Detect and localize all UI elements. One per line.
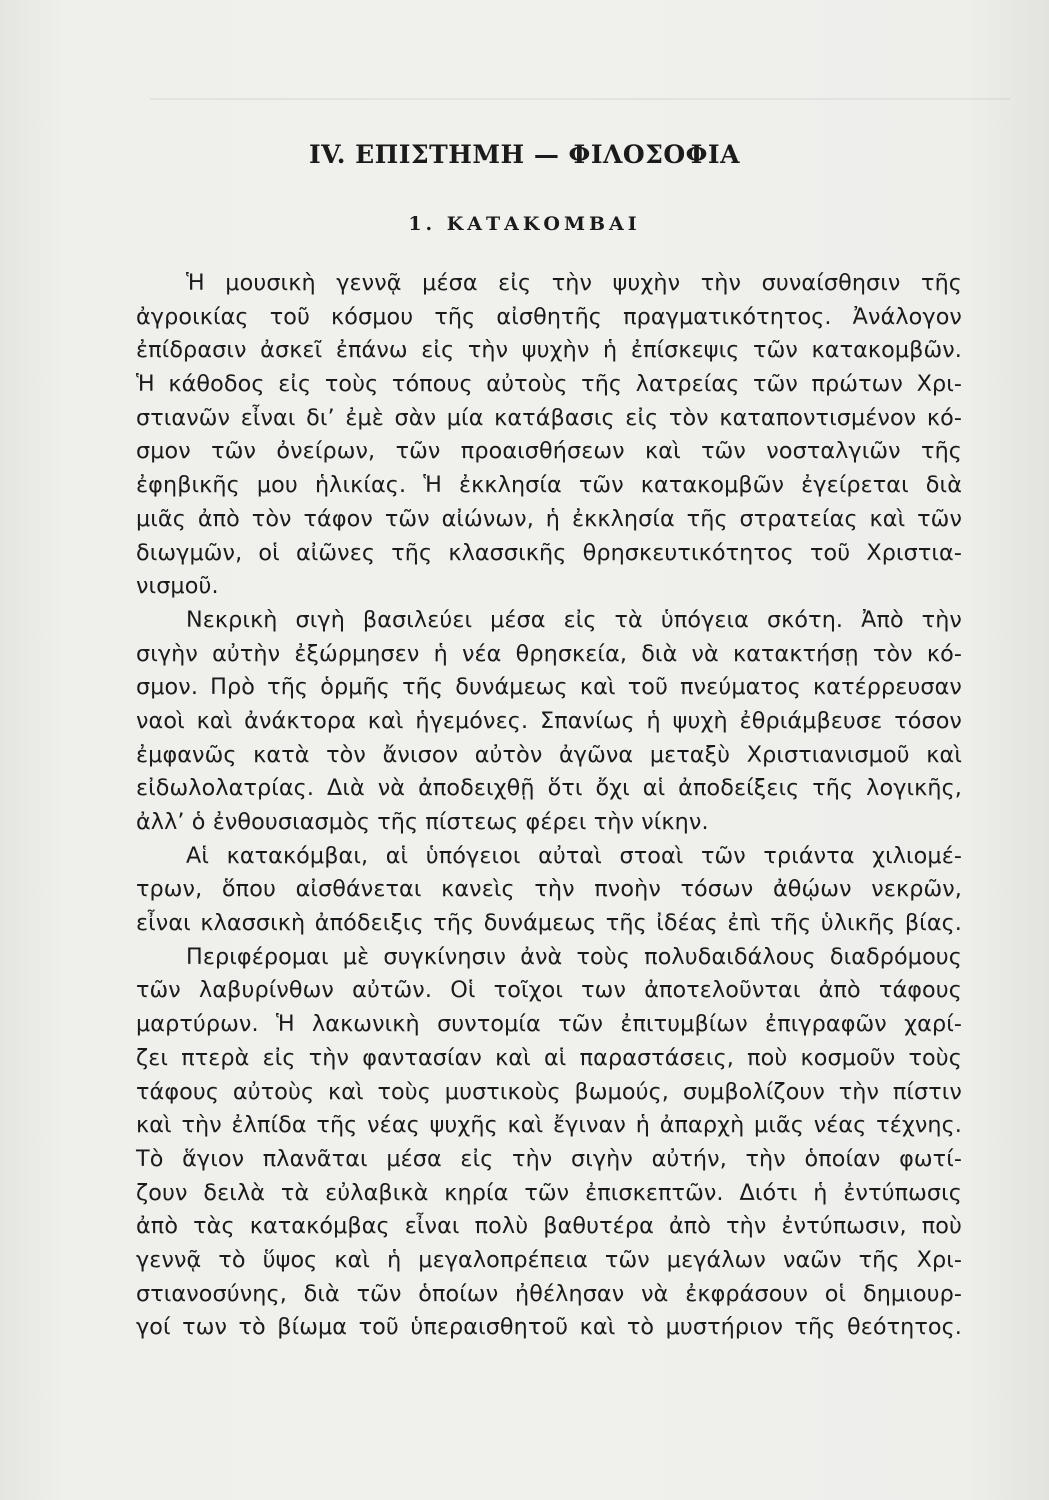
- text-line: ζει πτερὰ εἰς τὴν φαντασίαν καὶ αἱ παραστάσεις, ποὺ κοσμοῦν τοὺς: [136, 1044, 962, 1071]
- text-line: σμον τῶν ὀνείρων, τῶν προαισθήσεων καὶ τῶν νοσταλγιῶν τῆς: [136, 438, 962, 465]
- section-title: 1. ΚΑΤΑΚΟΜΒΑΙ: [408, 213, 641, 235]
- text-line: μιᾶς ἀπὸ τὸν τάφον τῶν αἰώνων, ἡ ἐκκλησία τῆς στρατείας καὶ τῶν: [136, 505, 962, 532]
- text-line: Αἱ κατακόμβαι, αἱ ὑπόγειοι αὐταὶ στοαὶ τῶν τριάντα χιλιομέ-: [186, 842, 962, 869]
- text-line: καὶ τὴν ἐλπίδα τῆς νέας ψυχῆς καὶ ἔγιναν ἡ ἀπαρχὴ μιᾶς νέας τέχνης.: [136, 1112, 962, 1139]
- text-line: στιανοσύνης, διὰ τῶν ὁποίων ἠθέλησαν νὰ ἐκφράσουν οἱ δημιουρ-: [136, 1280, 962, 1307]
- body-text: [136, 267, 962, 1345]
- text-line: τρων, ὅπου αἰσθάνεται κανεὶς τὴν πνοὴν τόσων ἀθῴων νεκρῶν,: [136, 876, 962, 903]
- text-line: ζουν δειλὰ τὰ εὐλαβικὰ κηρία τῶν ἐπισκεπτῶν. Διότι ἡ ἐντύπωσις: [136, 1179, 962, 1206]
- text-line: διωγμῶν, οἱ αἰῶνες τῆς κλασσικῆς θρησκευτικότητος τοῦ Χριστια-: [136, 539, 962, 566]
- text-line: Περιφέρομαι μὲ συγκίνησιν ἀνὰ τοὺς πολυδαιδάλους διαδρόμους: [186, 943, 962, 970]
- text-line: νισμοῦ.: [136, 573, 219, 600]
- chapter-title: IV. ΕΠΙΣΤΗΜΗ — ΦΙΛΟΣΟΦΙΑ: [308, 140, 741, 169]
- text-line: γοί των τὸ βίωμα τοῦ ὑπεραισθητοῦ καὶ τὸ μυστήριον τῆς θεότητος.: [136, 1314, 962, 1341]
- text-line: ἀγροικίας τοῦ κόσμου τῆς αἰσθητῆς πραγματικότητος. Ἀνάλογον: [136, 303, 962, 330]
- text-line: εἰδωλολατρίας. Διὰ νὰ ἀποδειχθῇ ὅτι ὄχι αἱ ἀποδείξεις τῆς λογικῆς,: [136, 775, 962, 802]
- text-line: Ἡ μουσικὴ γεννᾷ μέσα εἰς τὴν ψυχὴν τὴν συναίσθησιν τῆς: [186, 270, 962, 296]
- text-line: ἀλλ’ ὁ ἐνθουσιασμὸς τῆς πίστεως φέρει τὴν νίκην.: [136, 809, 709, 835]
- text-line: ἐφηβικῆς μου ἡλικίας. Ἡ ἐκκλησία τῶν κατακομβῶν ἐγείρεται διὰ: [136, 472, 962, 499]
- text-line: γεννᾷ τὸ ὕψος καὶ ἡ μεγαλοπρέπεια τῶν μεγάλων ναῶν τῆς Χρι-: [136, 1246, 962, 1273]
- text-line: εἶναι κλασσικὴ ἀπόδειξις τῆς δυνάμεως τῆς ἰδέας ἐπὶ τῆς ὑλικῆς βίας.: [136, 910, 962, 937]
- text-line: ναοὶ καὶ ἀνάκτορα καὶ ἡγεμόνες. Σπανίως ἡ ψυχὴ ἐθριάμβευσε τόσον: [136, 707, 962, 734]
- text-line: ἐπίδρασιν ἀσκεῖ ἐπάνω εἰς τὴν ψυχὴν ἡ ἐπίσκεψις τῶν κατακομβῶν.: [136, 337, 962, 364]
- text-line: ἀπὸ τὰς κατακόμβας εἶναι πολὺ βαθυτέρα ἀπὸ τὴν ἐντύπωσιν, ποὺ: [136, 1213, 962, 1240]
- text-line: Ἡ κάθοδος εἰς τοὺς τόπους αὐτοὺς τῆς λατρείας τῶν πρώτων Χρι-: [136, 371, 962, 398]
- text-line: Νεκρικὴ σιγὴ βασιλεύει μέσα εἰς τὰ ὑπόγεια σκότη. Ἀπὸ τὴν: [186, 606, 962, 633]
- text-line: ἐμφανῶς κατὰ τὸν ἄνισον αὐτὸν ἀγῶνα μεταξὺ Χριστιανισμοῦ καὶ: [136, 741, 962, 768]
- text-line: στιανῶν εἶναι δι’ ἐμὲ σὰν μία κατάβασις εἰς τὸν καταποντισμένον κό-: [136, 404, 962, 431]
- text-line: τῶν λαβυρίνθων αὐτῶν. Οἱ τοῖχοι των ἀποτελοῦνται ἀπὸ τάφους: [136, 977, 962, 1004]
- text-line: τάφους αὐτοὺς καὶ τοὺς μυστικοὺς βωμούς, συμβολίζουν τὴν πίστιν: [136, 1078, 962, 1105]
- show-through-rule: [150, 98, 1010, 100]
- text-line: Τὸ ἅγιον πλανᾶται μέσα εἰς τὴν σιγὴν αὐτήν, τὴν ὁποίαν φωτί-: [136, 1145, 962, 1172]
- text-line: σιγὴν αὐτὴν ἐξώρμησεν ἡ νέα θρησκεία, διὰ νὰ κατακτήσῃ τὸν κό-: [136, 640, 962, 667]
- text-line: μαρτύρων. Ἡ λακωνικὴ συντομία τῶν ἐπιτυμβίων ἐπιγραφῶν χαρί-: [136, 1011, 962, 1038]
- show-through-header: [150, 62, 1010, 102]
- text-line: σμον. Πρὸ τῆς ὁρμῆς τῆς δυνάμεως καὶ τοῦ πνεύματος κατέρρευσαν: [136, 674, 962, 701]
